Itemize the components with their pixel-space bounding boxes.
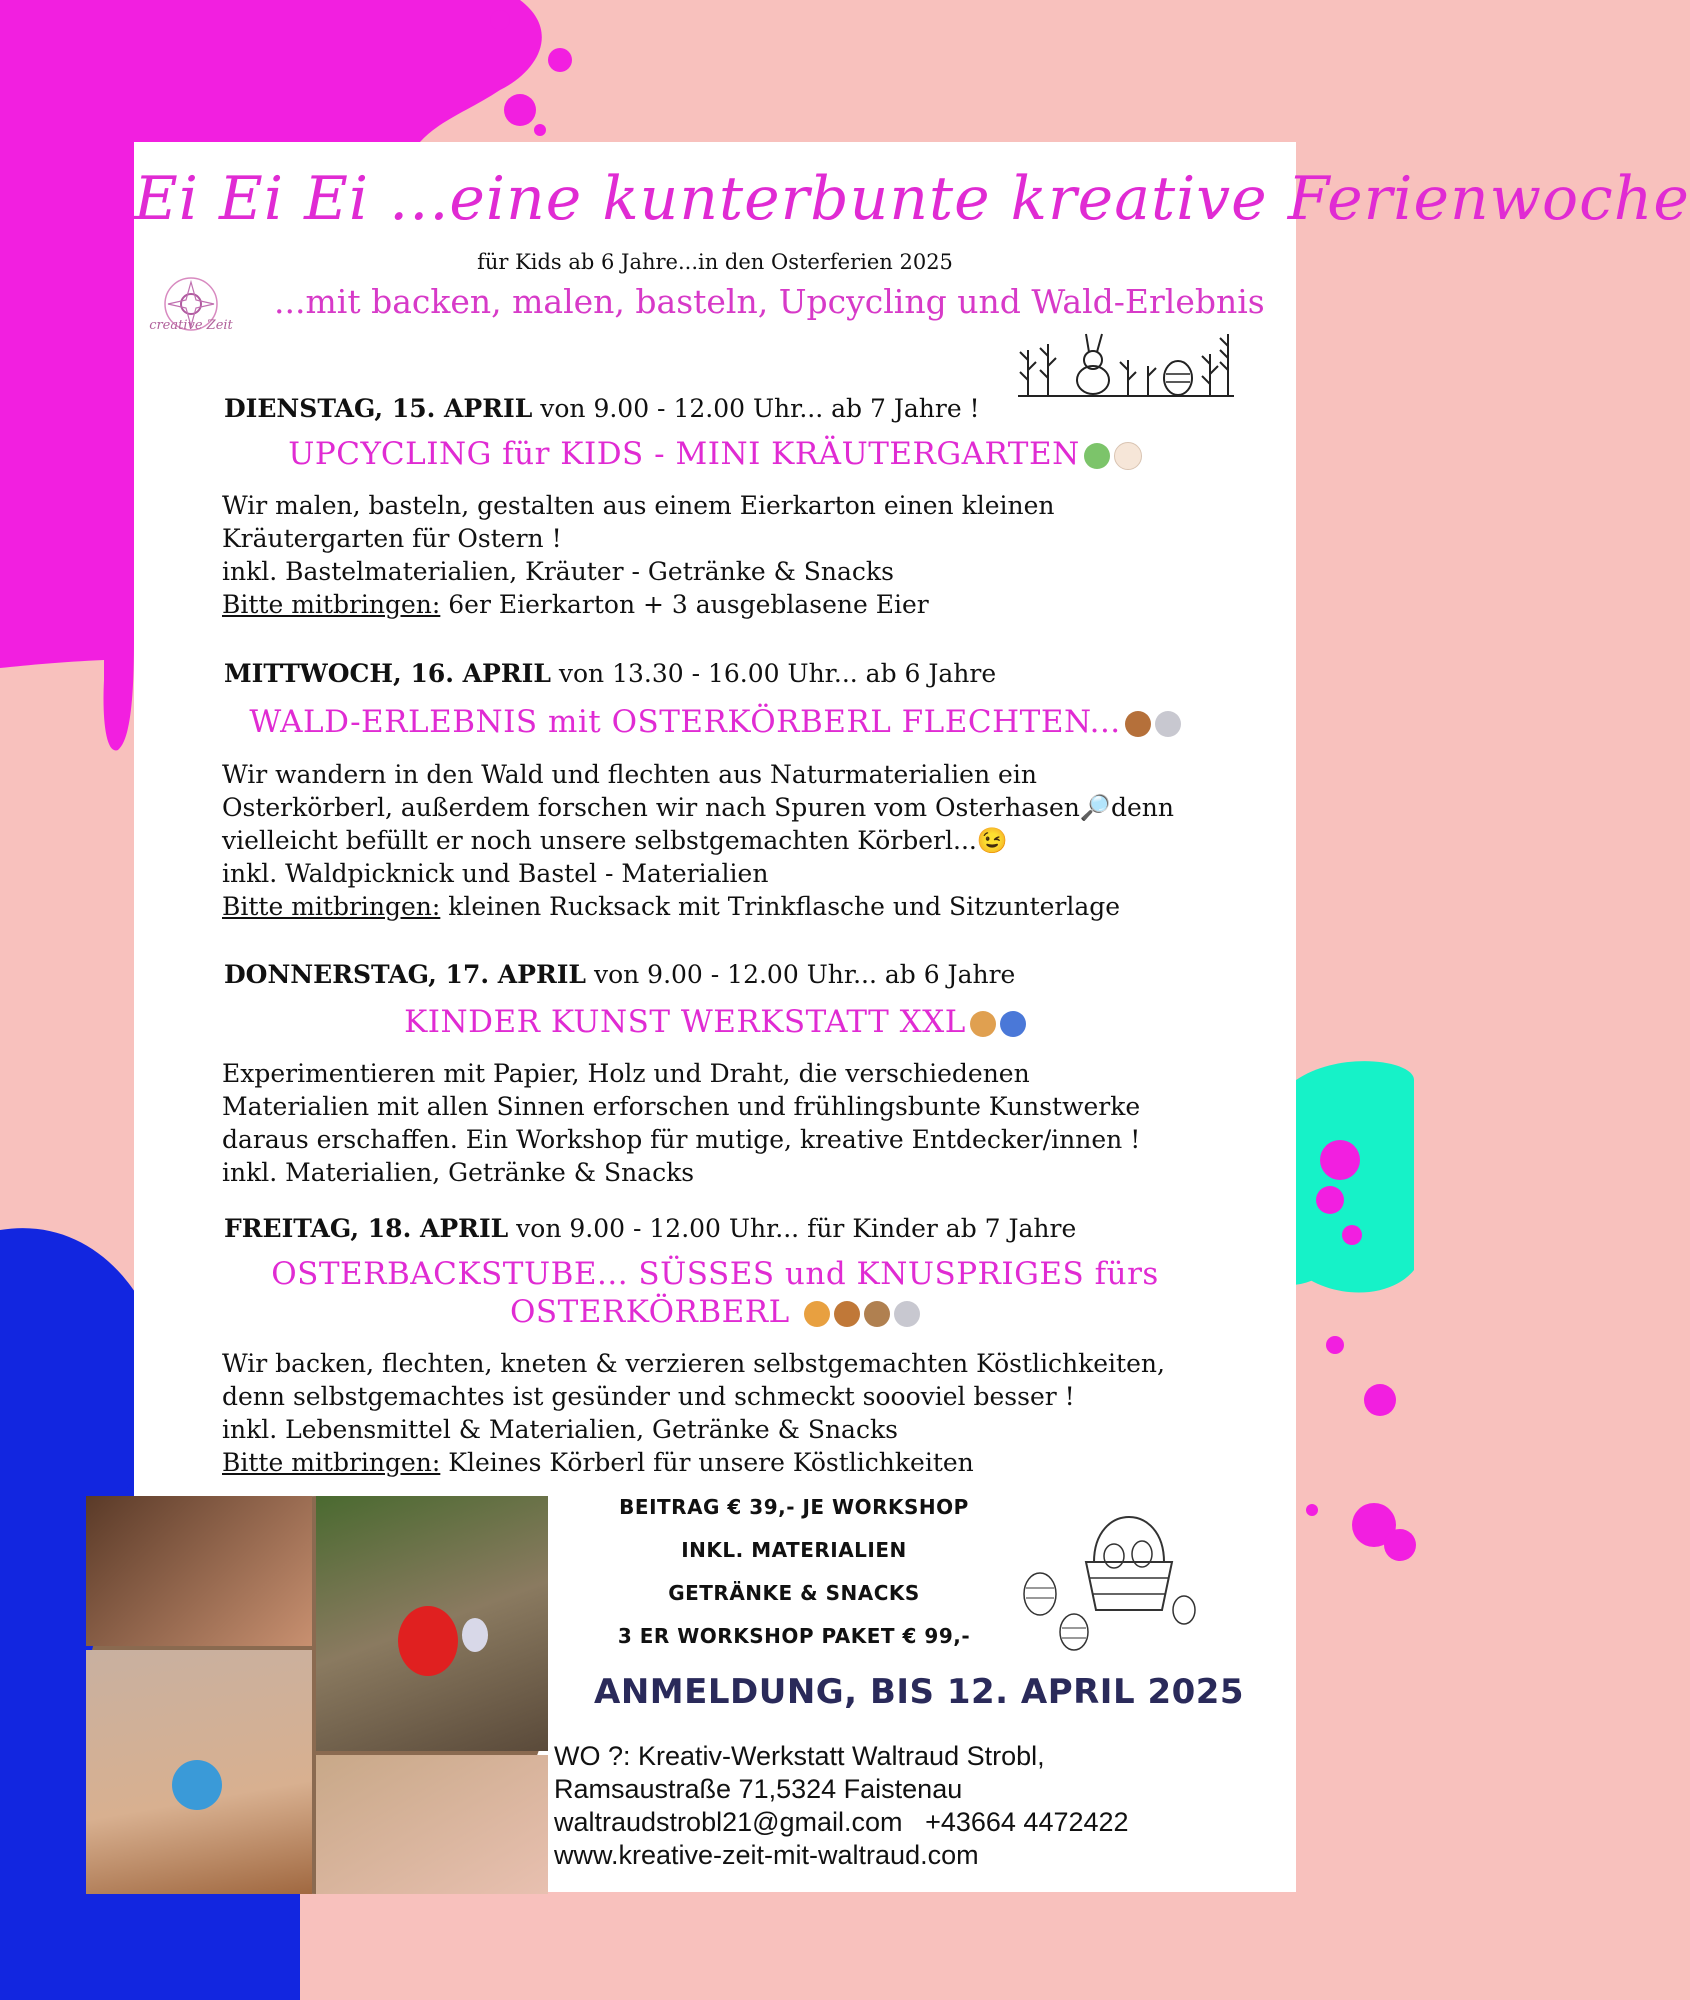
workshop-2-line: inkl. Waldpicknick und Bastel - Materialien [222,859,769,888]
price-line: 3 ER WORKSHOP PAKET € 99,- [617,1624,971,1648]
workshop-2-day: MITTWOCH, 16. APRIL [224,659,551,688]
rabbit-icon [894,1301,920,1327]
mandala-logo-icon [146,272,236,362]
cookie-icon [864,1301,890,1327]
easter-basket-drawing [1014,1492,1204,1652]
price-line: INKL. MATERIALIEN [681,1538,907,1562]
workshop-1-title [134,436,1296,472]
workshop-2-title-text: WALD-ERLEBNIS mit OSTERKÖRBERL FLECHTEN... [249,704,1121,740]
bring-label: Bitte mitbringen: [222,892,441,921]
creative-zeit-logo [146,272,236,362]
workshop-2-line: Osterkörberl, außerdem forschen wir nach Spuren vom Osterhasen🔎denn [222,793,1175,822]
workshop-2-title [134,704,1296,740]
workshop-4-line: denn selbstgemachtes ist gesünder und schmeckt soooviel besser ! [222,1382,1075,1411]
workshop-2-line: Wir wandern in den Wald und flechten aus Naturmaterialien ein [222,760,1037,789]
egg-icon [1114,442,1142,470]
workshop-3-line: Experimentieren mit Papier, Holz und Draht, die verschiedenen [222,1059,1030,1088]
rabbit-icon [1155,711,1181,737]
phone-number[interactable]: +43664 4472422 [925,1807,1129,1837]
bring-label: Bitte mitbringen: [222,1448,441,1477]
contact-address-2: Ramsaustraße 71,5324 Faistenau [554,1774,963,1804]
workshop-3-line: Materialien mit allen Sinnen erforschen und frühlingsbunte Kunstwerke [222,1092,1141,1121]
workshop-3-title [134,1004,1296,1040]
workshop-2-date [224,659,996,688]
workshop-2-line: vielleicht befüllt er noch unsere selbstgemachten Körberl...😉 [222,826,1008,855]
workshop-3-date [224,960,1015,989]
photo-collage [86,1496,548,1894]
website-link[interactable]: www.kreative-zeit-mit-waltraud.com [554,1840,979,1870]
workshop-1-line: Wir malen, basteln, gestalten aus einem Eierkarton einen kleinen [222,491,1055,520]
activities-subline: ...mit backen, malen, basteln, Upcycling und Wald-Erlebnis [274,282,1265,321]
page-title: Ei Ei Ei ...eine kunterbunte kreative Ferienwoche [134,164,1690,234]
bring-text: 6er Eierkarton + 3 ausgeblasene Eier [440,590,929,619]
workshop-1-time: von 9.00 - 12.00 Uhr... ab 7 Jahre ! [532,394,980,423]
workshop-3-description [222,1057,1232,1189]
pricing-block [614,1486,974,1658]
workshop-2-time: von 13.30 - 16.00 Uhr... ab 6 Jahre [550,659,997,688]
chocolate-cookies-photo [86,1496,312,1646]
workshop-3-time: von 9.00 - 12.00 Uhr... ab 6 Jahre [586,960,1016,989]
bring-text: Kleines Körberl für unsere Köstlichkeiten [440,1448,974,1477]
palette-icon [970,1011,996,1037]
price-line: GETRÄNKE & SNACKS [668,1581,920,1605]
workshop-3-title-text: KINDER KUNST WERKSTATT XXL [404,1004,966,1040]
painted-cards-photo [316,1755,548,1894]
workshop-4-line: Wir backen, flechten, kneten & verzieren selbstgemachten Köstlichkeiten, [222,1349,1165,1378]
workshop-1-line: Kräutergarten für Ostern ! [222,524,562,553]
workshop-4-description [222,1347,1232,1479]
workshop-4-title-line2 [134,1294,1296,1330]
croissant-icon [804,1301,830,1327]
subtitle: für Kids ab 6 Jahre...in den Osterferien 2025 [477,250,953,274]
bring-label: Bitte mitbringen: [222,590,441,619]
workshop-3-line: inkl. Materialien, Getränke & Snacks [222,1158,695,1187]
workshop-1-day: DIENSTAG, 15. APRIL [224,394,533,423]
workshop-4-line: inkl. Lebensmittel & Materialien, Getränke & Snacks [222,1415,898,1444]
easter-nest-photo [316,1496,548,1751]
bring-text: kleinen Rucksack mit Trinkflasche und Sitzunterlage [440,892,1121,921]
workshop-3-day: DONNERSTAG, 17. APRIL [224,960,586,989]
contact-block [554,1740,1129,1872]
workshop-2-description [222,758,1232,923]
workshop-3-line: daraus erschaffen. Ein Workshop für mutige, kreative Entdecker/innen ! [222,1125,1141,1154]
herb-icon [1084,443,1110,469]
contact-address-1: WO ?: Kreativ-Werkstatt Waltraud Strobl, [554,1741,1045,1771]
workshop-4-title: OSTERBACKSTUBE... SÜSSES und KNUSPRIGES fürs [271,1256,1159,1292]
logo-text: creative Zeit [149,318,233,333]
pretzel-icon [834,1301,860,1327]
workshop-1-line: inkl. Bastelmaterialien, Kräuter - Getränke & Snacks [222,557,894,586]
email-link[interactable]: waltraudstrobl21@gmail.com [554,1807,903,1837]
price-line: BEITRAG € 39,- JE WORKSHOP [619,1495,969,1519]
workshop-4-date [224,1214,1076,1243]
workshop-4-time: von 9.00 - 12.00 Uhr... für Kinder ab 7 Jahre [508,1214,1077,1243]
registration-deadline: ANMELDUNG, BIS 12. APRIL 2025 [594,1672,1245,1712]
paintbrush-icon [1000,1011,1026,1037]
workshop-4-title2-text: OSTERKÖRBERL [509,1294,801,1330]
workshop-1-title-text: UPCYCLING für KIDS - MINI KRÄUTERGARTEN [288,436,1080,472]
workshop-1-description [222,489,1232,621]
basket-icon [1125,711,1151,737]
workshop-4-day: FREITAG, 18. APRIL [224,1214,509,1243]
workshop-1-date [224,394,980,423]
baked-goods-photo [86,1650,312,1894]
easter-bunny-plants-drawing [1018,330,1234,400]
